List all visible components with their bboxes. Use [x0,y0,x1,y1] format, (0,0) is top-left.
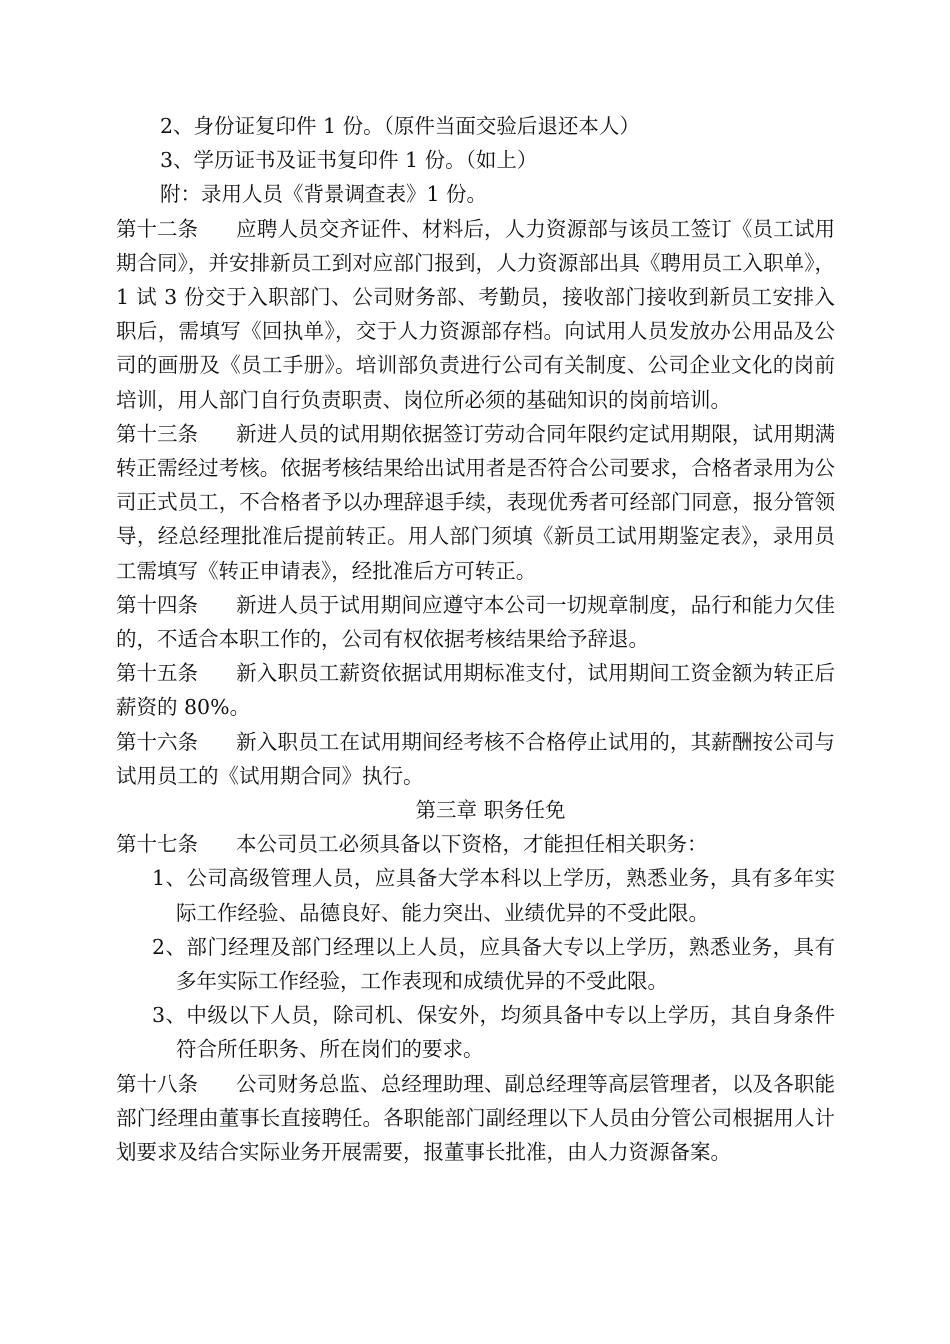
article-text: 新入职员工薪资依据试用期标准支付，试用期间工资金额为转正后薪资的 80%。 [116,661,835,720]
article-14 [116,588,835,656]
attachment-note: 附：录用人员《背景调查表》1 份。 [160,182,488,207]
article-text: 应聘人员交齐证件、材料后，人力资源部与该员工签订《员工试用期合同》，并安排新员工到对应部门报到，人力资源部出具《聘用员工入职单》，1 试 3 份交于入职部门、公司财务部、考勤员，接收部门接收到新员工安排入职后，需填写《回执单》，交于人力资源部存档。向试用人员发放办公用品及公司的画册及《员工手册》。培训部负责进行公司有关制度、公司企业文化的岗前培训，用人部门自行负责职责、岗位所必须的基础知识的岗前培训。 [116,216,835,412]
article-12 [116,212,835,417]
list-item: 3、学历证书及证书复印件 1 份。（如上） [160,148,538,173]
article-text: 本公司员工必须具备以下资格，才能担任相关职务： [236,832,708,857]
article-16 [116,725,835,793]
article-13 [116,417,835,588]
chapter-heading: 第三章 职务任免 [415,798,566,823]
qualification-item: 1、公司高级管理人员，应具备大学本科以上学历，熟悉业务，具有多年实际工作经验、品德良好、能力突出、业绩优异的不受此限。 [152,866,835,925]
article-number: 第十七条 [116,832,198,857]
article-text: 新进人员于试用期间应遵守本公司一切规章制度，品行和能力欠佳的，不适合本职工作的，公司有权依据考核结果给予辞退。 [116,592,835,652]
article-18 [116,1067,835,1170]
article-17 [116,827,835,861]
article-text: 新进人员的试用期依据签订劳动合同年限约定试用期限，试用期满转正需经过考核。依据考核结果给出试用者是否符合公司要求，合格者录用为公司正式员工，不合格者予以办理辞退手续，表现优秀者可经部门同意，报分管领导，经总经理批准后提前转正。用人部门须填《新员工试用期鉴定表》，录用员工需填写《转正申请表》，经批准后方可转正。 [116,421,835,583]
article-15 [116,656,835,724]
document-body [116,109,835,1169]
list-item: 2、身份证复印件 1 份。（原件当面交验后退还本人） [160,114,640,138]
article-text: 新入职员工在试用期间经考核不合格停止试用的，其薪酬按公司与试用员工的《试用期合同》执行。 [116,729,835,788]
article-text: 公司财务总监、总经理助理、副总经理等高层管理者，以及各职能部门经理由董事长直接聘任。各职能部门副经理以下人员由分管公司根据用人计划要求及结合实际业务开展需要，报董事长批准，由人力资源备案。 [116,1071,835,1165]
article-number: 第十二条 [116,216,198,241]
qualification-item: 2、部门经理及部门经理以上人员，应具备大专以上学历，熟悉业务，具有多年实际工作经验，工作表现和成绩优异的不受此限。 [152,934,835,994]
article-number: 第十六条 [116,729,198,754]
article-number: 第十三条 [116,421,198,446]
qualification-item: 3、中级以下人员，除司机、保安外，均须具备中专以上学历，其自身条件符合所任职务、所在岗们的要求。 [152,1003,835,1062]
article-number: 第十四条 [116,592,198,617]
article-number: 第十八条 [116,1071,198,1096]
article-number: 第十五条 [116,661,198,686]
